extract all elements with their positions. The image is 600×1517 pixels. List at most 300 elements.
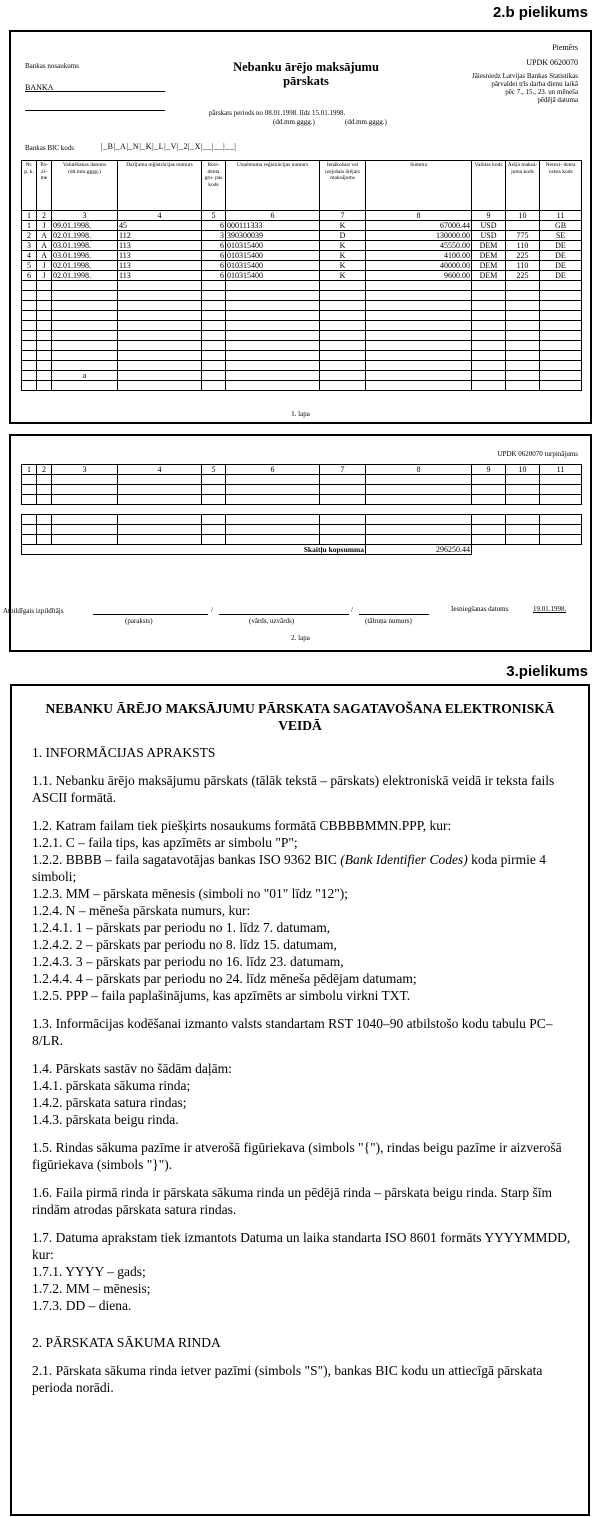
bank-name-label: Bankas nosaukums (25, 62, 79, 70)
table-cell: 6 (22, 271, 37, 281)
table-cell (37, 381, 52, 391)
table-cell: DE (540, 261, 582, 271)
table-cell: 4 (22, 251, 37, 261)
text-line: pārvaldei trīs darba dienu laikā (491, 80, 578, 88)
table-cell (226, 495, 320, 505)
text-line: 1.4.3. pārskata beigu rinda. (32, 1112, 179, 1127)
table-cell (540, 321, 582, 331)
table-cell (52, 505, 118, 515)
table-cell (22, 535, 37, 545)
table-row (22, 251, 582, 261)
table-row (22, 331, 582, 341)
table-cell (22, 475, 37, 485)
table-cell (472, 525, 506, 535)
table-cell: 4100.00 (366, 251, 472, 261)
table-cell (366, 505, 472, 515)
table-cell (118, 485, 202, 495)
table-cell (472, 515, 506, 525)
table-cell (22, 301, 37, 311)
column-header: Nr. p. k. (22, 161, 37, 211)
text-line: 1.7. Datuma aprakstam tiek izmantots Datuma un laika standarta ISO 8601 formāts YYYYMMDD, kur: (32, 1230, 571, 1262)
table-row (22, 281, 582, 291)
table-row (22, 341, 582, 351)
text-line: 1.4.2. pārskata satura rindas; (32, 1095, 187, 1110)
table-cell: DE (540, 251, 582, 261)
table-cell: 6 (226, 465, 320, 475)
table-cell (202, 331, 226, 341)
table-cell (226, 525, 320, 535)
table-cell (366, 475, 472, 485)
annex-label-3: 3.pielikums (506, 663, 588, 680)
table-cell (472, 281, 506, 291)
table-cell: K (320, 241, 366, 251)
table-cell (52, 535, 118, 545)
document-title: NEBANKU ĀRĒJO MAKSĀJUMU PĀRSKATA SAGATAVOŠANA ELEKTRONISKĀ VEIDĀ (45, 701, 555, 733)
table-cell: 7 (320, 211, 366, 221)
text-line: 1.2.4.3. 3 – pārskats par periodu no 16. līdz 23. datumam, (32, 954, 344, 969)
table-cell: 3 (52, 465, 118, 475)
table-cell (472, 331, 506, 341)
example-label: Piemērs (552, 43, 578, 52)
table-cell (366, 495, 472, 505)
table-cell (540, 351, 582, 361)
table-cell (506, 221, 540, 231)
text-line: / (211, 606, 213, 614)
table-cell (202, 321, 226, 331)
text-line: 1.2.2. BBBB – faila sagatavotājas bankas ISO 9362 BIC (32, 852, 341, 867)
table-cell (226, 475, 320, 485)
page-label-2: 2. lapa (291, 634, 310, 642)
table-cell: 775 (506, 231, 540, 241)
table-cell (37, 311, 52, 321)
text-line: pārskats (283, 74, 329, 88)
table-cell (540, 535, 582, 545)
bank-name-line (25, 91, 165, 92)
table-cell (506, 281, 540, 291)
text-line: / (351, 606, 353, 614)
table-cell (37, 351, 52, 361)
table-cell (202, 475, 226, 485)
column-header: Valutēšanas datums (dd.mm.gggg.) (52, 161, 118, 211)
table-cell: 02.01.1998. (52, 261, 118, 271)
table-cell (22, 341, 37, 351)
table-cell (118, 351, 202, 361)
table-cell (472, 321, 506, 331)
bic-label: Bankas BIC kods (25, 144, 74, 152)
table-cell (472, 475, 506, 485)
table-cell (202, 505, 226, 515)
table-cell (226, 485, 320, 495)
table-cell: 7 (320, 465, 366, 475)
table-cell (37, 361, 52, 371)
table-cell: 8 (366, 465, 472, 475)
table-cell: D (320, 231, 366, 241)
table-cell (202, 515, 226, 525)
table-cell: DEM (472, 241, 506, 251)
table-cell (52, 381, 118, 391)
table-cell (540, 291, 582, 301)
paragraph: 1.6. Faila pirmā rinda ir pārskata sākuma rinda un pēdējā rinda – pārskata beigu rinda. Starp šīm rindām atrodas pārskata satura rindas. (32, 1185, 552, 1217)
report-form-page-1 (9, 30, 592, 424)
table-cell: 130000.00 (366, 231, 472, 241)
table-cell (37, 535, 52, 545)
table-cell: 11 (540, 211, 582, 221)
table-cell: 1 (22, 465, 37, 475)
table-cell (366, 371, 472, 381)
table-cell: 5 (202, 465, 226, 475)
bank-name-value: BANKA (25, 83, 54, 92)
table-cell (366, 281, 472, 291)
phone-line (359, 614, 429, 615)
table-cell (202, 341, 226, 351)
table-row (22, 311, 582, 321)
table-cell: 110 (506, 261, 540, 271)
table-cell: 112 (118, 231, 202, 241)
table-cell (37, 281, 52, 291)
table-cell: 11 (540, 465, 582, 475)
table-cell: 225 (506, 271, 540, 281)
table-cell (37, 321, 52, 331)
table-cell (202, 371, 226, 381)
table-cell (22, 281, 37, 291)
paragraph (32, 1060, 572, 1128)
table-cell (118, 495, 202, 505)
table-cell (52, 321, 118, 331)
table-cell (320, 371, 366, 381)
table-cell (202, 301, 226, 311)
table-cell (540, 311, 582, 321)
table-row (22, 291, 582, 301)
table-cell: DEM (472, 261, 506, 271)
table-cell (540, 341, 582, 351)
table-cell: 9 (472, 211, 506, 221)
bank-name-line-2 (25, 110, 165, 111)
bic-value: |_B|_A|_N|_K|_L|_V|_2|_X|__|__|__| (101, 142, 237, 151)
column-header: Nerezi- denta valsts kods (540, 161, 582, 211)
text-line: 1.2.4. N – mēneša pārskata numurs, kur: (32, 903, 251, 918)
paragraph (32, 817, 572, 1004)
table-cell (202, 361, 226, 371)
total-label: Skaitļu kopsumma (22, 545, 366, 555)
table-cell (22, 381, 37, 391)
table-cell (22, 361, 37, 371)
table-cell (472, 535, 506, 545)
table-cell: 10 (506, 465, 540, 475)
table-cell: 03.01.1998. (52, 241, 118, 251)
table-cell (472, 341, 506, 351)
table-cell (366, 515, 472, 525)
table-cell (320, 535, 366, 545)
submit-date-value: 19.01.1998. (533, 605, 567, 613)
name-line (219, 614, 349, 615)
table-cell (506, 515, 540, 525)
table-cell (320, 321, 366, 331)
table-cell (506, 495, 540, 505)
table-cell: 09.01.1998. (52, 221, 118, 231)
table-cell: J (37, 261, 52, 271)
table-cell (52, 291, 118, 301)
table-cell: A (37, 231, 52, 241)
table-cell: 6 (202, 271, 226, 281)
text-line: 1.2.4.2. 2 – pārskats par periodu no 8. līdz 15. datumam, (32, 937, 337, 952)
table-cell (472, 351, 506, 361)
table-cell: 9600.00 (366, 271, 472, 281)
table-cell (506, 381, 540, 391)
table-cell (506, 545, 540, 555)
paragraph: 1.3. Informācijas kodēšanai izmanto valsts standartam RST 1040–90 atbilstošo kodu tabulu PC–8/LR. (32, 1016, 553, 1048)
table-cell (366, 535, 472, 545)
column-header: Rezi- denta gru- pas kods (202, 161, 226, 211)
column-header: Valūtas kods (472, 161, 506, 211)
table-cell: 110 (506, 241, 540, 251)
table-cell (226, 351, 320, 361)
table-cell (366, 341, 472, 351)
table-cell (320, 495, 366, 505)
section-heading: 1. INFORMĀCIJAS APRAKSTS (32, 745, 216, 760)
table-cell (506, 341, 540, 351)
table-cell (22, 525, 37, 535)
table-cell (202, 381, 226, 391)
form-code-continuation: UPDK 0620070 turpinājums (497, 450, 578, 458)
table-cell (226, 281, 320, 291)
table-cell (118, 361, 202, 371)
table-cell: K (320, 271, 366, 281)
table-cell (226, 535, 320, 545)
table-cell (202, 495, 226, 505)
table-cell (118, 341, 202, 351)
table-cell (52, 485, 118, 495)
table-cell (52, 525, 118, 535)
document-body (32, 744, 572, 1407)
table-cell (226, 321, 320, 331)
column-header: Ārējā maksā- juma kods (506, 161, 540, 211)
table-cell: DEM (472, 271, 506, 281)
paragraph: 1.5. Rindas sākuma pazīme ir atverošā figūriekava (simbols "{"), rindas beigu pazīme ir aizverošā figūriekava (simbols "}"). (32, 1140, 562, 1172)
table-cell: USD (472, 231, 506, 241)
table-cell (366, 381, 472, 391)
table-cell: 6 (226, 211, 320, 221)
table-cell (226, 341, 320, 351)
table-cell (540, 381, 582, 391)
table-cell: 113 (118, 241, 202, 251)
table-cell: DEM (472, 251, 506, 261)
table-cell (37, 505, 52, 515)
table-cell (226, 361, 320, 371)
text-line: pēc 7., 15., 23. un mēneša (505, 88, 578, 96)
table-cell (320, 475, 366, 485)
table-cell (506, 321, 540, 331)
table-cell (506, 525, 540, 535)
table-cell (366, 525, 472, 535)
text-line: Jāiesniedz Latvijas Bankas Statistikas (472, 72, 578, 80)
table-row (22, 535, 582, 545)
table-row (22, 505, 582, 515)
table-cell: 010315400 (226, 251, 320, 261)
table-cell: 000111333 (226, 221, 320, 231)
table-cell (118, 291, 202, 301)
text-line: 1.7.1. YYYY – gads; (32, 1264, 146, 1279)
table-cell (22, 505, 37, 515)
form-title (201, 60, 411, 88)
instructions-document (10, 684, 590, 1516)
table-cell: 010315400 (226, 241, 320, 251)
table-cell: 3 (22, 241, 37, 251)
table-cell (118, 301, 202, 311)
table-cell: DE (540, 271, 582, 281)
text-line: Nebanku ārējo maksājumu (233, 60, 379, 74)
table-cell: 5 (22, 261, 37, 271)
table-cell (472, 361, 506, 371)
table-cell: 10 (506, 211, 540, 221)
text-line (22, 161, 582, 391)
table-row (22, 495, 582, 505)
table-row (22, 261, 582, 271)
paragraph: 1.1. Nebanku ārējo maksājumu pārskats (tālāk tekstā – pārskats) elektroniskā veidā ir teksta fails ASCII formātā. (32, 773, 555, 805)
text-line: 1.2.5. PPP – faila paplašinājums, kas apzīmēts ar simbolu virkni TXT. (32, 988, 411, 1003)
submit-date-label: Iesniegšanas datums (451, 605, 509, 613)
table-cell: 390300039 (226, 231, 320, 241)
table-cell (118, 475, 202, 485)
table-cell (320, 341, 366, 351)
table-cell (118, 321, 202, 331)
table-cell: 225 (506, 251, 540, 261)
table-cell: 6 (202, 221, 226, 231)
text-line: 1.7.2. MM – mēnesis; (32, 1281, 151, 1296)
table-cell: 113 (118, 261, 202, 271)
table-cell (472, 301, 506, 311)
table-cell (226, 505, 320, 515)
table-cell (226, 371, 320, 381)
table-cell (52, 351, 118, 361)
table-row (22, 485, 582, 495)
table-cell (52, 341, 118, 351)
paragraph: 2.1. Pārskata sākuma rinda ietver pazīmi (simbols "S"), bankas BIC kodu un attiecīgā pārskata perioda norādi. (32, 1363, 543, 1395)
table-cell (22, 291, 37, 301)
table-cell (506, 351, 540, 361)
table-cell: 6 (202, 261, 226, 271)
table-cell (37, 515, 52, 525)
table-cell (540, 495, 582, 505)
table-cell (540, 505, 582, 515)
text-line: 1.2.3. MM – pārskata mēnesis (simboli no "01" līdz "12"); (32, 886, 349, 901)
text-line: koda pirmie 4 simboli; (32, 852, 547, 884)
table-cell (226, 331, 320, 341)
table-cell (472, 505, 506, 515)
table-cell: DE (540, 241, 582, 251)
table-cell: 2 (22, 231, 37, 241)
table-cell (118, 515, 202, 525)
table-cell (52, 495, 118, 505)
table-row (22, 515, 582, 525)
table-cell (37, 525, 52, 535)
table-cell (506, 311, 540, 321)
table-cell: 1 (22, 211, 37, 221)
continuation-table (21, 464, 582, 555)
table-cell (540, 281, 582, 291)
table-cell (37, 485, 52, 495)
submission-note (472, 72, 578, 104)
table-cell (52, 281, 118, 291)
column-number-row (22, 211, 582, 221)
table-cell: 02.01.1998. (52, 271, 118, 281)
table-cell (472, 371, 506, 381)
table-cell: K (320, 261, 366, 271)
table-cell: a (52, 371, 118, 381)
table-cell (118, 525, 202, 535)
table-cell (226, 515, 320, 525)
table-cell (22, 321, 37, 331)
table-cell (320, 361, 366, 371)
table-cell (472, 381, 506, 391)
table-cell (52, 475, 118, 485)
table-cell (118, 535, 202, 545)
table-cell (366, 361, 472, 371)
table-cell: 6 (202, 241, 226, 251)
page-label-1: 1. lapa (291, 410, 310, 418)
table-cell (226, 381, 320, 391)
table-cell: 113 (118, 271, 202, 281)
table-cell: 3 (52, 211, 118, 221)
table-cell (202, 291, 226, 301)
table-cell (540, 545, 582, 555)
table-cell (540, 301, 582, 311)
table-cell (540, 331, 582, 341)
date-format-hint-1: (dd.mm.gggg.) (273, 118, 315, 126)
table-cell: 4 (118, 211, 202, 221)
table-cell (320, 291, 366, 301)
table-cell (506, 505, 540, 515)
table-cell: 02.01.1998. (52, 231, 118, 241)
table-row (22, 321, 582, 331)
table-cell (366, 301, 472, 311)
table-cell (320, 301, 366, 311)
table-cell (320, 505, 366, 515)
table-cell (37, 371, 52, 381)
paragraph (32, 1229, 572, 1314)
table-cell (366, 351, 472, 361)
table-row (22, 381, 582, 391)
table-cell (320, 351, 366, 361)
table-cell: 010315400 (226, 271, 320, 281)
table-cell (118, 311, 202, 321)
table-cell: USD (472, 221, 506, 231)
report-period: pārskats periods no 08.01.1998. līdz 15.01.1998. (209, 109, 346, 117)
table-cell (506, 535, 540, 545)
table-cell (226, 311, 320, 321)
text-line: 1.4. Pārskats sastāv no šādām daļām: (32, 1061, 232, 1076)
table-cell (37, 291, 52, 301)
table-cell (506, 291, 540, 301)
table-cell (226, 301, 320, 311)
table-cell (506, 361, 540, 371)
table-cell (37, 301, 52, 311)
table-cell (506, 371, 540, 381)
text-line: 1.2.4.4. 4 – pārskats par periodu no 24. līdz mēneša pēdējam datumam; (32, 971, 417, 986)
table-cell (472, 485, 506, 495)
total-row (22, 545, 582, 555)
table-row (22, 231, 582, 241)
table-cell (320, 381, 366, 391)
table-cell (37, 495, 52, 505)
table-cell: K (320, 251, 366, 261)
table-cell: 45 (118, 221, 202, 231)
column-header: Pa- zī- me (37, 161, 52, 211)
table-row (22, 371, 582, 381)
table-cell (320, 485, 366, 495)
table-cell (506, 301, 540, 311)
table-cell (472, 291, 506, 301)
table-cell (118, 381, 202, 391)
